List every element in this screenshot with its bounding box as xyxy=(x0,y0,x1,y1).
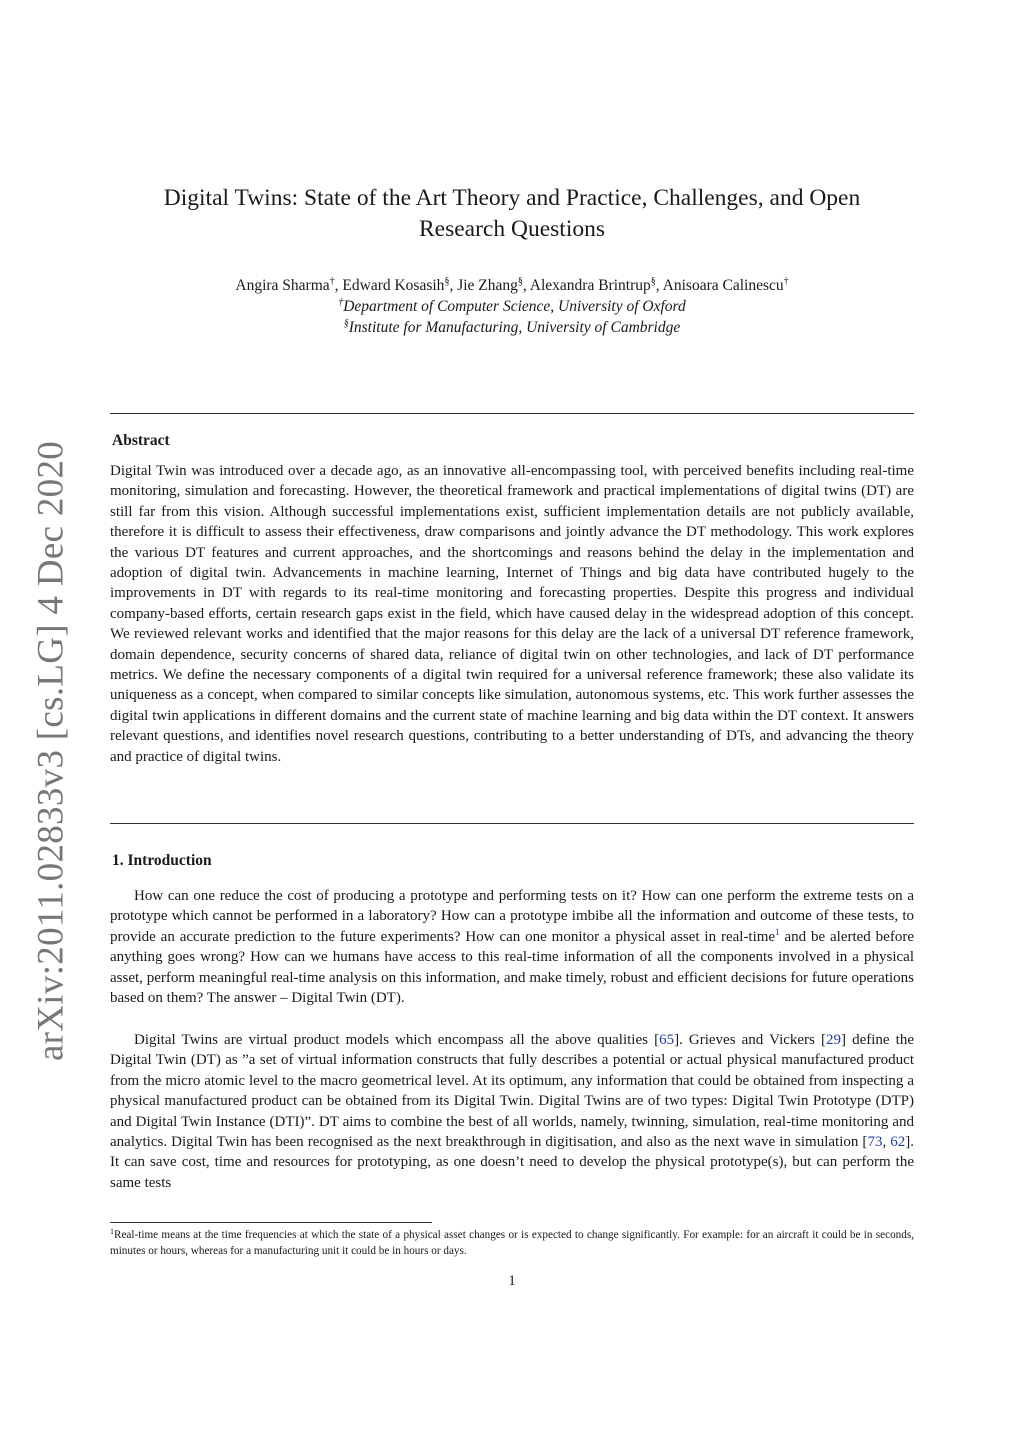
footnote-rule xyxy=(110,1222,432,1223)
author-block xyxy=(110,275,914,338)
author-mark: § xyxy=(650,276,656,287)
citation-link[interactable]: 65 xyxy=(659,1032,675,1048)
author-mark: † xyxy=(329,276,335,287)
page-number: 1 xyxy=(508,1273,516,1289)
affiliation-mark: § xyxy=(343,318,349,329)
affiliation-text: Department of Computer Science, University of Oxford xyxy=(343,298,686,315)
intro-paragraph-2 xyxy=(110,1030,914,1193)
footnote-reference[interactable]: 1 xyxy=(775,926,780,937)
author-name: Anisoara Calinescu xyxy=(662,277,784,294)
intro-paragraph-1 xyxy=(110,886,914,1008)
author-list: Angira Sharma†, Edward Kosasih§, Jie Zhang§, Alexandra Brintrup§, Anisoara Calinescu† xyxy=(235,276,789,294)
affiliation-mark: † xyxy=(338,297,344,308)
intro-p2-text-d: ]. It can save cost, time and resources for prototyping, as one doesn’t need to develop the physical prototype(s), but can perform the same tests xyxy=(110,1134,915,1191)
intro-p2-text-a: Digital Twins are virtual product models which encompass all the above qualities [ xyxy=(134,1032,660,1048)
intro-p1-text-b: and be alerted before anything goes wrong? How can we humans have access to this real-time information of all the components involved in a physical asset, perform meaningful real-time analysis on this information, and make timely, robust and efficient decisions for future operations based on them? The answer – Digital Twin (DT). xyxy=(110,928,914,1007)
affiliation xyxy=(110,317,914,338)
footnote xyxy=(110,1227,914,1259)
author-mark: § xyxy=(444,276,450,287)
footnote-mark: 1 xyxy=(110,1227,114,1236)
citation-link[interactable]: 29 xyxy=(825,1032,841,1048)
intro-p2-text-c: ] define the Digital Twin (DT) as ”a set of virtual information constructs that fully describes a potential or actual physical manufactured product from the micro atomic level to the macro geometrical level. At its optimum, any information that could be obtained from inspecting a physical manufactured product can be obtained from its Digital Twin. Digital Twins are of two types: Digital Twin Prototype (DTP) and Digital Twin Instance (DTI)”. DT aims to combine the best of all worlds, namely, twinning, simulation, real-time monitoring and analytics. Digital Twin has been recognised as the next breakthrough in digitisation, and also as the next wave in simulation [ xyxy=(110,1032,914,1151)
citation-link[interactable]: 73 xyxy=(867,1134,883,1151)
citation-link[interactable]: 62 xyxy=(890,1134,906,1151)
author-mark: § xyxy=(517,276,523,287)
intro-p2-text-b: ]. Grieves and Vickers [ xyxy=(674,1032,826,1048)
citation-separator: , xyxy=(882,1134,891,1151)
author-mark: † xyxy=(783,276,789,287)
title-line-1: Digital Twins: State of the Art Theory and Practice, Challenges, and Open xyxy=(163,185,861,211)
abstract-heading: Abstract xyxy=(112,432,170,449)
paper-title xyxy=(110,183,914,245)
abstract-text: Digital Twin was introduced over a decade ago, as an innovative all-encompassing tool, with perceived benefits including real-time monitoring, simulation and forecasting. However, the theoretical framework and practical implementations of digital twins (DT) are still far from this vision. Although successful implementations exist, sufficient implementation details are not publicly available, therefore it is difficult to assess their effectiveness, draw comparisons and jointly advance the DT methodology. This work explores the various DT features and current approaches, and the shortcomings and reasons behind the delay in the implementation and adoption of digital twin. Advancements in machine learning, Internet of Things and big data have contributed hugely to the improvements in DT with regards to its real-time monitoring and forecasting properties. Despite this progress and individual company-based efforts, certain research gaps exist in the field, which have caused delay in the widespread adoption of this concept. We reviewed relevant works and identified that the major reasons for this delay are the lack of a universal DT reference framework, domain dependence, security concerns of shared data, reliance of digital twin on other technologies, and lack of DT performance metrics. We define the necessary components of a digital twin required for a universal reference framework; these also validate its uniqueness as a concept, when compared to similar concepts like simulation, autonomous systems, etc. This work further assesses the digital twin applications in different domains and the current state of machine learning and big data within the DT context. It answers relevant questions, and identifies novel research questions, contributing to a better understanding of DTs, and advancing the theory and practice of digital twins. xyxy=(110,463,914,765)
affiliation xyxy=(110,296,914,317)
abstract-top-rule xyxy=(110,413,914,414)
author-name: Edward Kosasih xyxy=(342,277,445,294)
footnote-text: Real-time means at the time frequencies at which the state of a physical asset changes or is expected to change significantly. For example: for an aircraft it could be in seconds, minutes or hours, whereas for a manufacturing unit it could be in hours or days. xyxy=(110,1229,914,1257)
author-name: Alexandra Brintrup xyxy=(529,277,651,294)
arxiv-identifier xyxy=(26,440,76,1061)
author-name: Jie Zhang xyxy=(457,277,518,294)
intro-p1-text-a: How can one reduce the cost of producing a prototype and performing tests on it? How can one perform the extreme tests on a prototype which cannot be performed in a laboratory? How can a prototype imbibe all the information and outcome of these tests, to provide an accurate prediction to the future experiments? How can one monitor a physical asset in real-time xyxy=(110,888,914,945)
arxiv-identifier-text: arXiv:2011.02833v3 [cs.LG] 4 Dec 2020 xyxy=(30,440,72,1061)
title-line-2: Research Questions xyxy=(419,216,605,242)
abstract-bottom-rule xyxy=(110,823,914,824)
author-name: Angira Sharma xyxy=(235,277,330,294)
affiliation-text: Institute for Manufacturing, University of Cambridge xyxy=(348,319,681,336)
section-heading-introduction: 1. Introduction xyxy=(112,852,212,869)
